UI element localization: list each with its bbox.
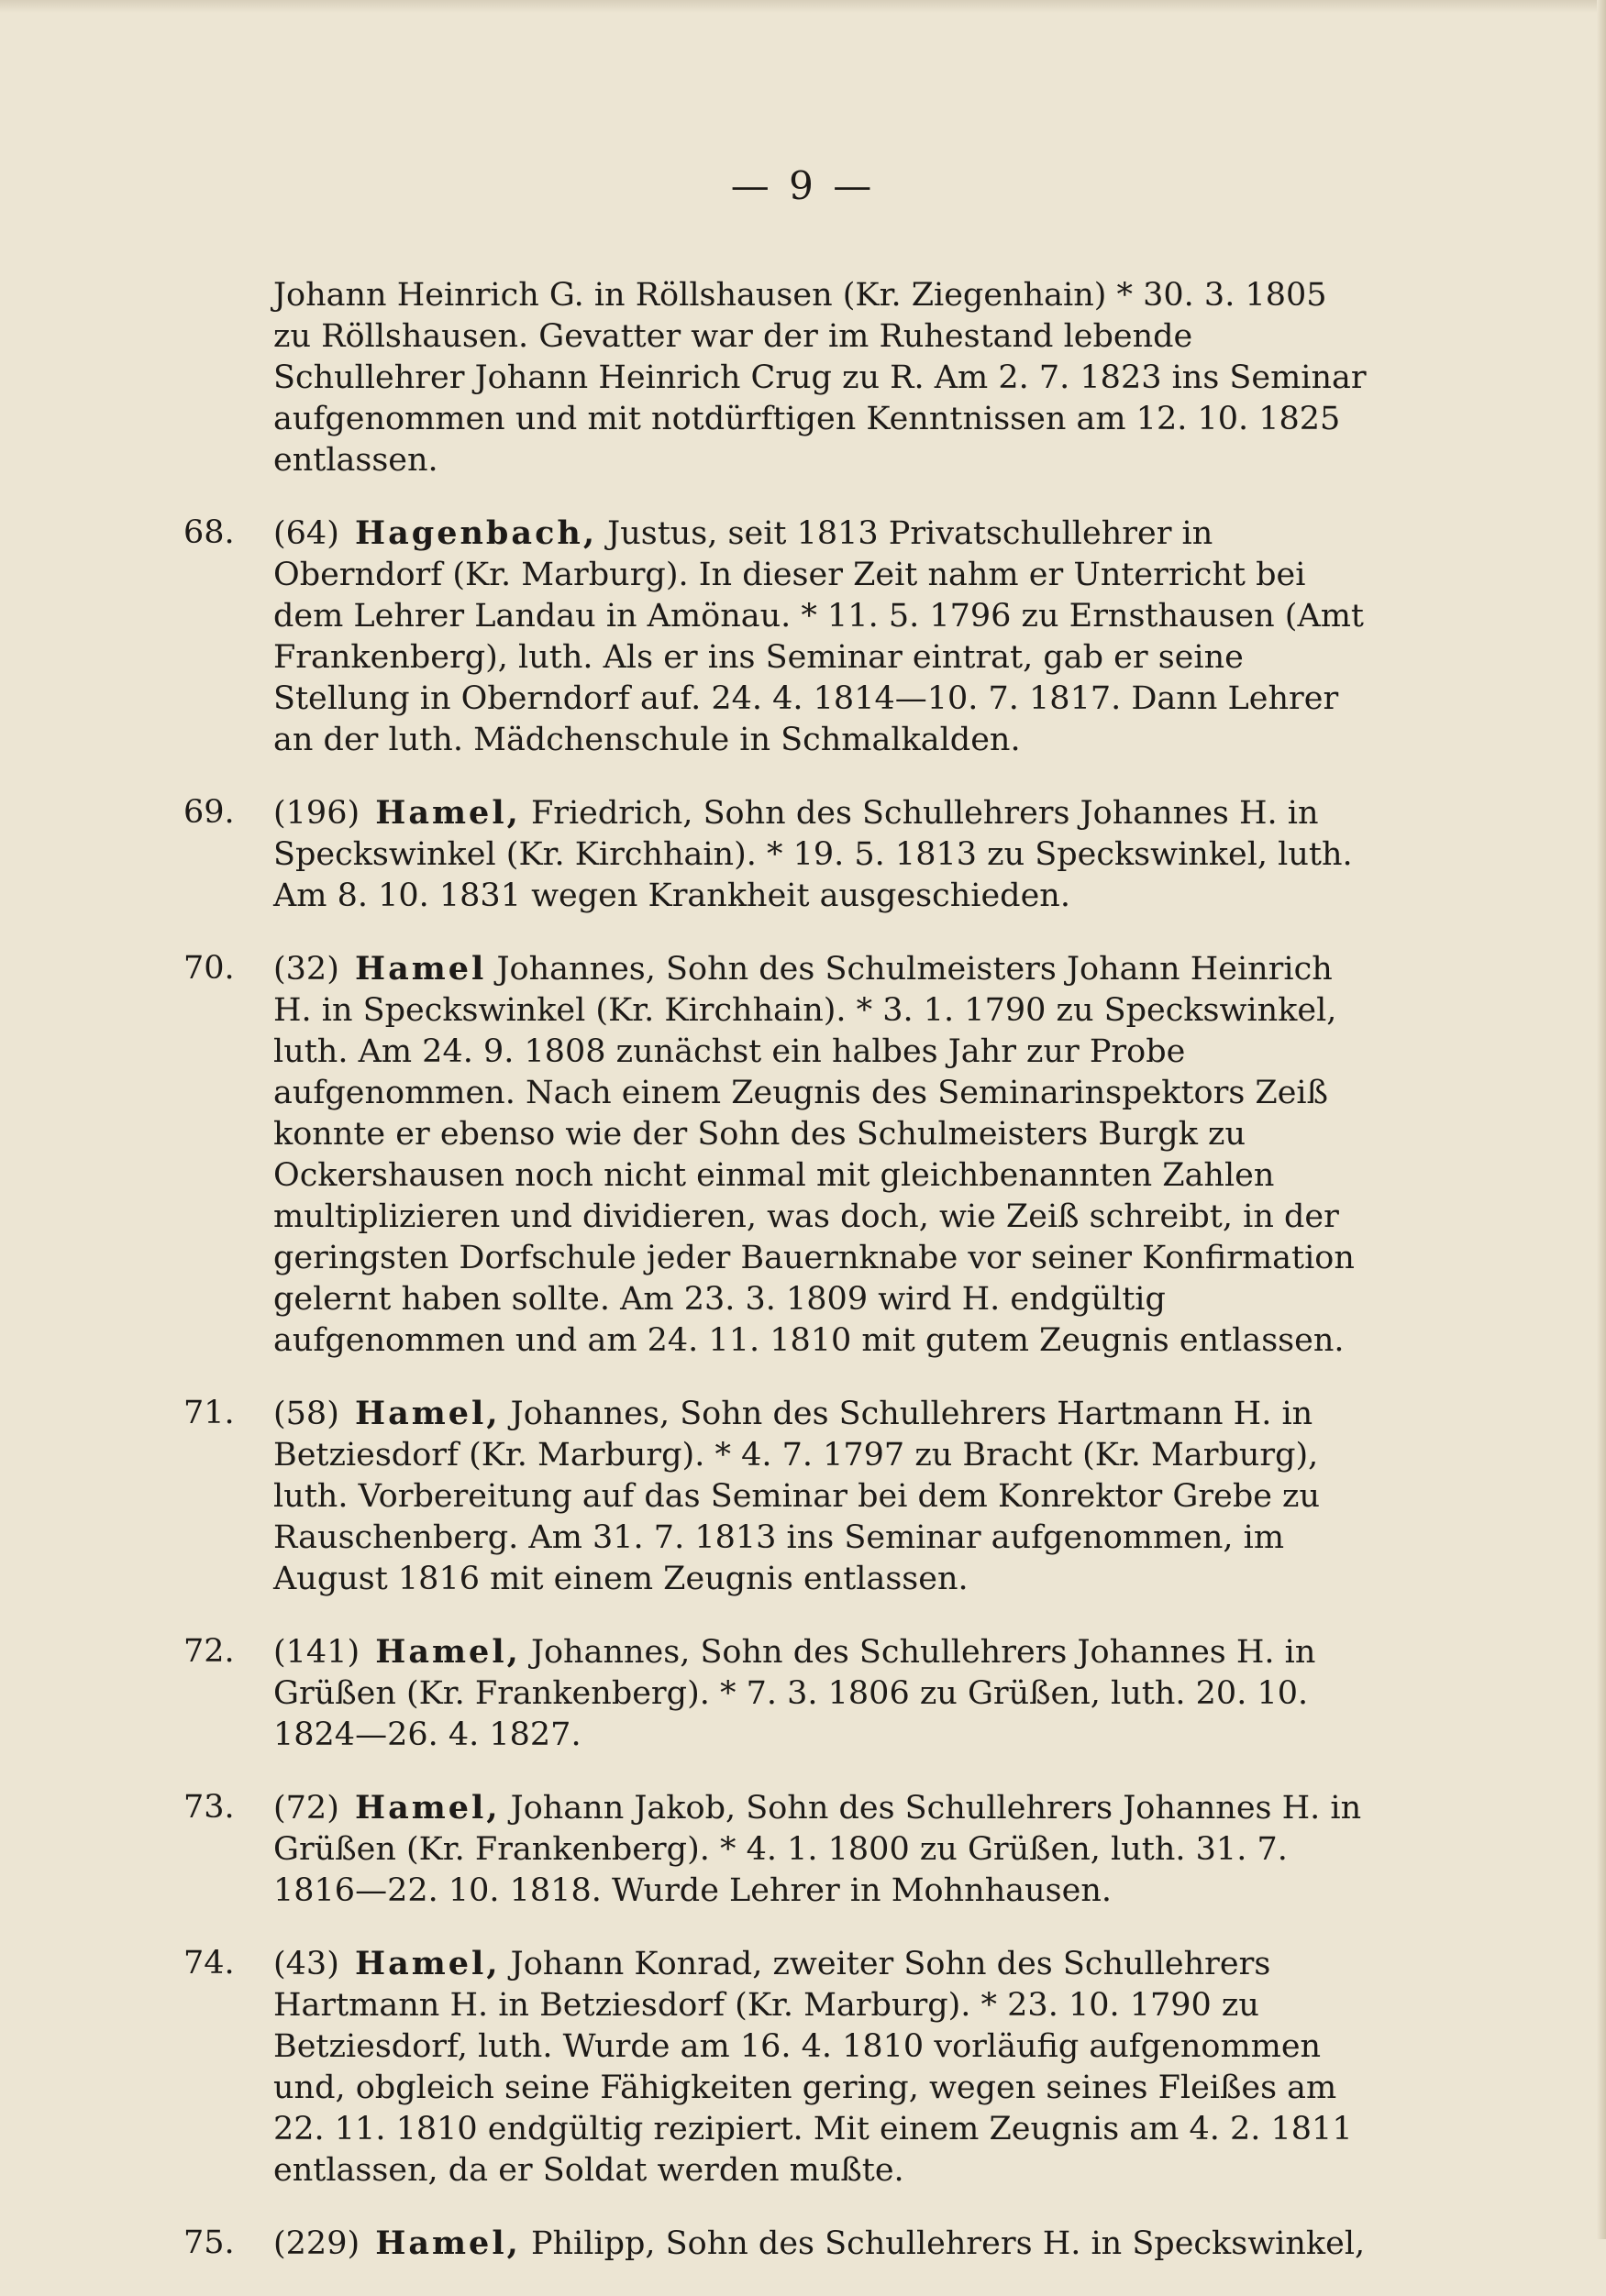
entry-71 xyxy=(183,1393,1367,1600)
entry-text: Philipp, Sohn des Schullehrers H. in Speckswinkel, xyxy=(530,2225,1366,2262)
entry-surname: Hamel, xyxy=(375,1633,521,1671)
entry-text: Johann Jakob, Sohn des Schullehrers Johannes H. in Grüßen (Kr. Frankenberg). * 4. 1. 1800 zu Grüßen, luth. 31. 7. 1816—22. 10. 1818. Wurde Lehrer in Mohnhausen. xyxy=(273,1790,1362,1909)
entry-68 xyxy=(183,513,1367,761)
entry-number: 74. xyxy=(183,1945,235,1981)
entry-69 xyxy=(183,792,1367,917)
entry-text: Johannes, Sohn des Schulmeisters Johann Heinrich H. in Speckswinkel (Kr. Kirchhain). * 3. 1. 1790 zu Speckswinkel, luth. Am 24. 9. 1808 zunächst ein halbes Jahr zur Probe aufgenommen. Nach einem Zeugnis des Seminarinspektors Zeiß konnte er ebenso wie der Sohn des Schulmeisters Burgk zu Ockershausen noch nicht einmal mit gleichbenannten Zahlen multiplizieren und dividieren, was doch, wie Zeiß schreibt, in der geringsten Dorfschule jeder Bauernknabe vor seiner Konfirmation gelernt haben sollte. Am 23. 3. 1809 wird H. endgültig aufgenommen und am 24. 11. 1810 mit gutem Zeugnis entlassen. xyxy=(273,951,1355,1359)
entry-reference: (43) xyxy=(273,1946,339,1982)
entry-number: 68. xyxy=(183,514,235,551)
entry-reference: (32) xyxy=(273,951,339,988)
entry-surname: Hamel, xyxy=(375,794,521,832)
entry-text: Justus, seit 1813 Privatschullehrer in Oberndorf (Kr. Marburg). In dieser Zeit nahm er Unterricht bei dem Lehrer Landau in Amönau. * 11. 5. 1796 zu Ernsthausen (Amt Frankenberg), luth. Als er ins Seminar eintrat, gab er seine Stellung in Oberndorf auf. 24. 4. 1814—10. 7. 1817. Dann Lehrer an der luth. Mädchenschule in Schmalkalden. xyxy=(273,515,1364,758)
entry-surname: Hamel, xyxy=(355,1789,501,1827)
entry-text: Johannes, Sohn des Schullehrers Hartmann H. in Betziesdorf (Kr. Marburg). * 4. 7. 1797 zu Bracht (Kr. Marburg), luth. Vorbereitung auf das Seminar bei dem Konrektor Grebe zu Rauschenberg. Am 31. 7. 1813 ins Seminar aufgenommen, im August 1816 mit einem Zeugnis entlassen. xyxy=(273,1396,1321,1597)
entry-75 xyxy=(183,2223,1367,2265)
entry-text: Johannes, Sohn des Schullehrers Johannes H. in Grüßen (Kr. Frankenberg). * 7. 3. 1806 zu Grüßen, luth. 20. 10. 1824—26. 4. 1827. xyxy=(273,1634,1316,1753)
entry-70 xyxy=(183,948,1367,1362)
entry-reference: (58) xyxy=(273,1396,339,1432)
entry-number: 70. xyxy=(183,950,235,987)
entry-reference: (229) xyxy=(273,2225,360,2262)
entry-number: 71. xyxy=(183,1395,235,1431)
entry-text: Johann Konrad, zweiter Sohn des Schullehrers Hartmann H. in Betziesdorf (Kr. Marburg). * 23. 10. 1790 zu Betziesdorf, luth. Wurde am 16. 4. 1810 vorläufig aufgenommen und, obgleich seine Fähigkeiten gering, wegen seines Fleißes am 22. 11. 1810 endgültig rezipiert. Mit einem Zeugnis am 4. 2. 1811 entlassen, da er Soldat werden mußte. xyxy=(273,1946,1353,2189)
continued-entry-text: Johann Heinrich G. in Röllshausen (Kr. Ziegenhain) * 30. 3. 1805 zu Röllshausen. Gevatter war der im Ruhestand lebende Schullehrer Johann Heinrich Crug zu R. Am 2. 7. 1823 ins Seminar aufgenommen und mit notdürftigen Kenntnissen am 12. 10. 1825 entlassen. xyxy=(273,277,1367,479)
entry-surname: Hamel, xyxy=(355,1395,501,1432)
entry-surname: Hamel xyxy=(355,950,487,988)
page-top-edge xyxy=(0,0,1606,13)
entry-text: Friedrich, Sohn des Schullehrers Johannes H. in Speckswinkel (Kr. Kirchhain). * 19. 5. 1813 zu Speckswinkel, luth. Am 8. 10. 1831 wegen Krankheit ausgeschieden. xyxy=(273,795,1353,914)
entry-reference: (196) xyxy=(273,795,360,832)
entry-number: 75. xyxy=(183,2224,235,2261)
entry-surname: Hamel, xyxy=(375,2224,521,2262)
page-number: — 9 — xyxy=(730,163,876,208)
entry-surname: Hagenbach, xyxy=(355,514,598,552)
entry-reference: (64) xyxy=(273,515,339,552)
page-right-edge xyxy=(1597,0,1606,2239)
page-body xyxy=(183,243,1367,2296)
entry-number: 73. xyxy=(183,1789,235,1826)
entry-reference: (72) xyxy=(273,1790,339,1827)
entry-number: 69. xyxy=(183,794,235,831)
entry-number: 72. xyxy=(183,1633,235,1670)
entry-reference: (141) xyxy=(273,1634,360,1671)
entry-73 xyxy=(183,1787,1367,1912)
entry-74 xyxy=(183,1943,1367,2191)
entry-surname: Hamel, xyxy=(355,1945,501,1982)
entry-72 xyxy=(183,1631,1367,1756)
